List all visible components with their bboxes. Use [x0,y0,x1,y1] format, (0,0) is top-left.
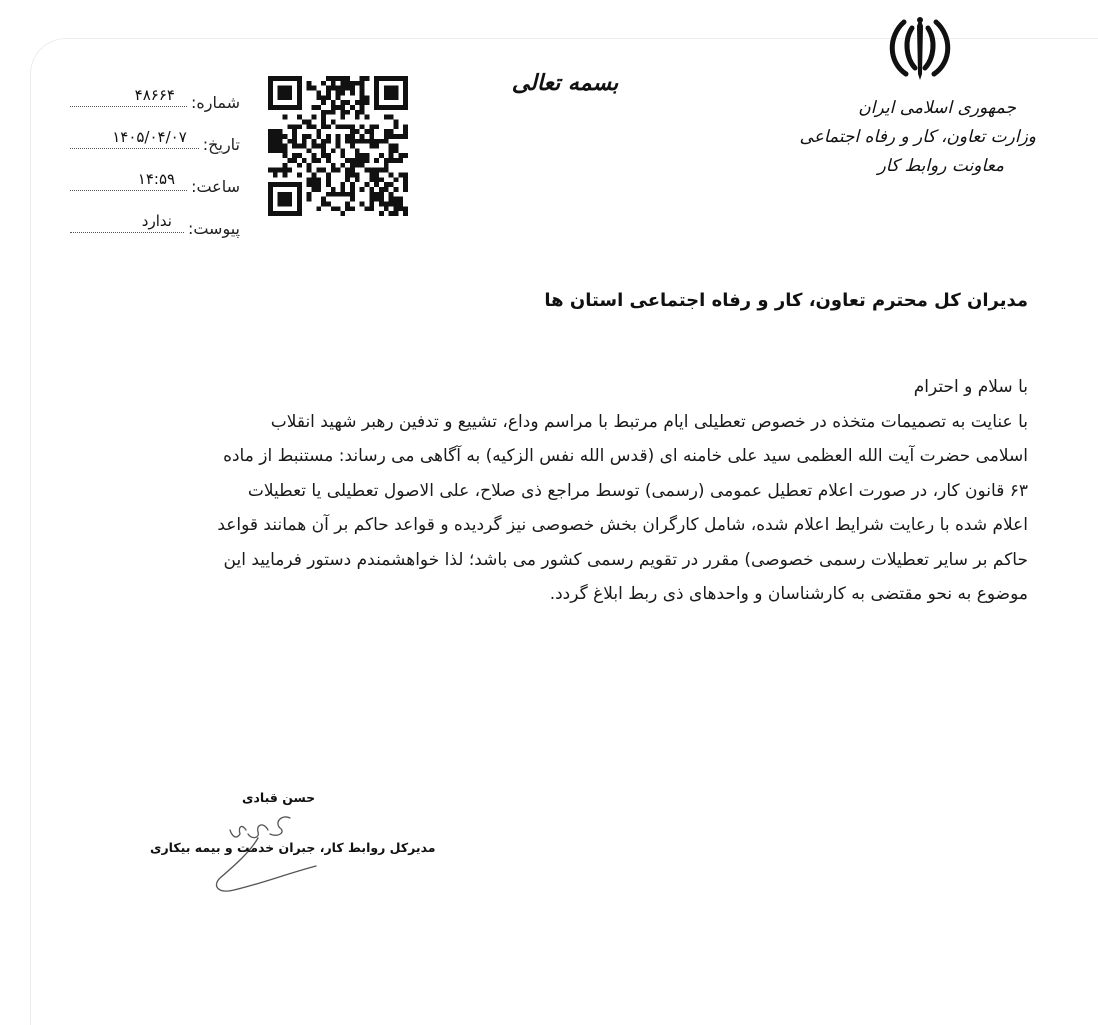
ministry-header [776,94,1036,181]
meta-number-row [70,70,240,112]
qr-code [268,76,408,216]
meta-time-label: ساعت: [191,177,240,196]
signatory-name: حسن قبادی [242,790,316,805]
body-line: ۶۳ قانون کار، در صورت اعلام تعطیل عمومی (رسمی) توسط مراجع ذی صلاح، علی الاصول تعطیلی یا تعطیلات [247,480,1028,501]
meta-attachment-value: ندارد [141,212,172,230]
letter-body [48,370,1028,612]
deputy-name: معاونت روابط کار [877,156,1004,176]
meta-attachment-row [70,196,240,238]
body-line: با عنایت به تصمیمات متخذه در خصوص تعطیلی ایام مرتبط با مراسم وداع، تشییع و تدفین رهبر شهید انقلاب [270,411,1028,432]
country-name: جمهوری اسلامی ایران [858,98,1016,118]
body-line: موضوع به نحو مقتضی به کارشناسان و واحدهای ذی ربط ابلاغ گردد. [549,584,1028,604]
meta-time-row [70,154,240,196]
meta-number-label: شماره: [190,93,240,112]
ministry-name: وزارت تعاون، کار و رفاه اجتماعی [799,127,1036,147]
meta-number-value: ۴۸۶۶۴ [134,86,175,104]
body-line: اعلام شده با رعایت شرایط اعلام شده، شامل کارگران بخش خصوصی نیز گردیده و قواعد حاکم بر آن همانند قواعد [217,515,1028,535]
signature-block [150,790,436,910]
meta-attachment-label: پیوست: [187,219,240,238]
body-line: حاکم بر سایر تعطیلات رسمی خصوصی) مقرر در تقویم رسمی کشور می باشد؛ لذا خواهشمندم دستور فرمایید این [223,549,1028,570]
addressee: مدیران کل محترم تعاون، کار و رفاه اجتماعی استان ها [544,290,1028,311]
bismillah: بسمه تعالی [511,70,619,96]
body-line: اسلامی حضرت آیت الله العظمی سید علی خامنه ای (قدس الله نفس الزکیه) به آگاهی می رساند: مستنبط از ماده [223,446,1028,466]
meta-date-value: ۱۴۰۵/۰۴/۰۷ [112,128,187,146]
letter-meta [70,70,240,238]
meta-date-label: تاریخ: [202,135,240,154]
greeting: با سلام و احترام [913,377,1028,397]
iran-emblem-icon [882,14,958,82]
signatory-title: مدیرکل روابط کار، جبران خدمت و بیمه بیکاری [150,840,436,855]
meta-date-row [70,112,240,154]
meta-time-value: ۱۴:۵۹ [137,170,176,188]
